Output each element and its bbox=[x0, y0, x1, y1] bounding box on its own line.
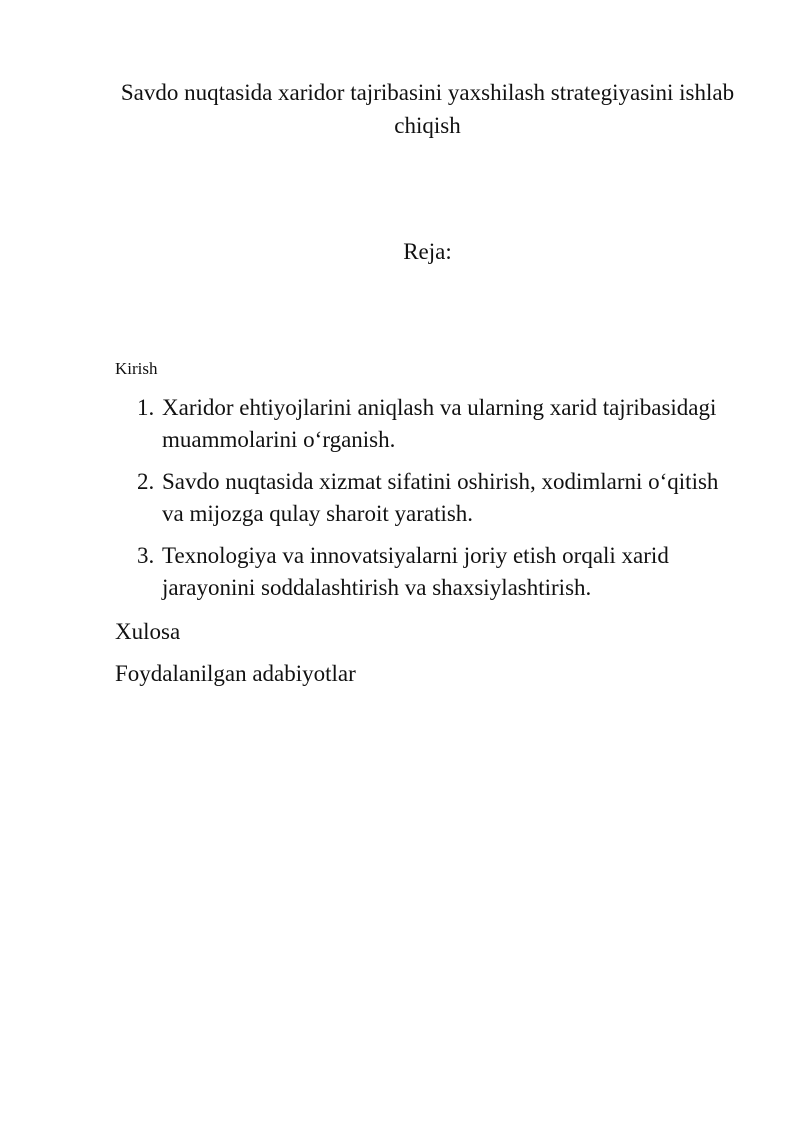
references-item: Foydalanilgan adabiyotlar bbox=[115, 661, 356, 686]
plan-item-3-number: 3. bbox=[137, 543, 155, 568]
intro-item: Kirish bbox=[115, 359, 158, 378]
plan-item-2-number: 2. bbox=[137, 469, 155, 494]
plan-item-3-text: Texnologiya va innovatsiyalarni joriy etish orqali xarid jarayonini soddalashtirish va shaxsiylashtirish. bbox=[162, 543, 669, 600]
conclusion-item: Xulosa bbox=[115, 619, 181, 644]
plan-item-1-number: 1. bbox=[137, 395, 155, 420]
plan-list bbox=[115, 392, 725, 614]
document-title: Savdo nuqtasida xaridor tajribasini yaxshilash strategiyasini ishlab chiqish bbox=[120, 80, 735, 138]
plan-item-1 bbox=[115, 392, 725, 456]
plan-item-3 bbox=[115, 540, 725, 604]
plan-item-2 bbox=[115, 466, 725, 530]
plan-item-2-text: Savdo nuqtasida xizmat sifatini oshirish, xodimlarni o‘qitish va mijozga qulay sharoit yaratish. bbox=[162, 469, 719, 526]
plan-item-1-text: Xaridor ehtiyojlarini aniqlash va ularning xarid tajribasidagi muammolarini o‘rganish. bbox=[162, 395, 717, 452]
plan-heading: Reja: bbox=[403, 239, 452, 264]
